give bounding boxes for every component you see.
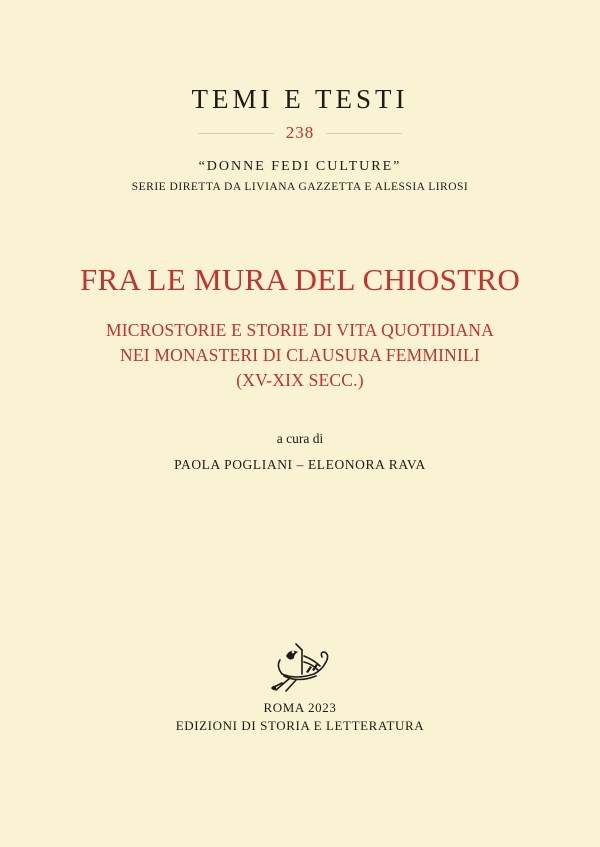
book-title: FRA LE MURA DEL CHIOSTRO bbox=[79, 262, 521, 297]
series-title: TEMI E TESTI bbox=[191, 84, 409, 114]
ship-emblem-icon bbox=[266, 636, 336, 692]
subtitle-line-2: NEI MONASTERI DI CLAUSURA FEMMINILI bbox=[120, 345, 480, 365]
divider-right bbox=[326, 133, 402, 134]
place-year: ROMA 2023 bbox=[263, 700, 337, 715]
series-number: 238 bbox=[285, 123, 315, 142]
edited-by-label: a cura di bbox=[276, 431, 324, 446]
subseries-title: “DONNE FEDI CULTURE” bbox=[198, 159, 402, 174]
subtitle-line-3: (XV-XIX SECC.) bbox=[236, 370, 364, 390]
book-editors: PAOLA POGLIANI – ELEONORA RAVA bbox=[174, 457, 426, 472]
subseries-editors: SERIE DIRETTA DA LIVIANA GAZZETTA E ALESSIA LIROSI bbox=[131, 181, 469, 193]
subtitle-line-1: MICROSTORIE E STORIE DI VITA QUOTIDIANA bbox=[106, 320, 494, 340]
publisher-name: EDIZIONI DI STORIA E LETTERATURA bbox=[175, 718, 425, 733]
